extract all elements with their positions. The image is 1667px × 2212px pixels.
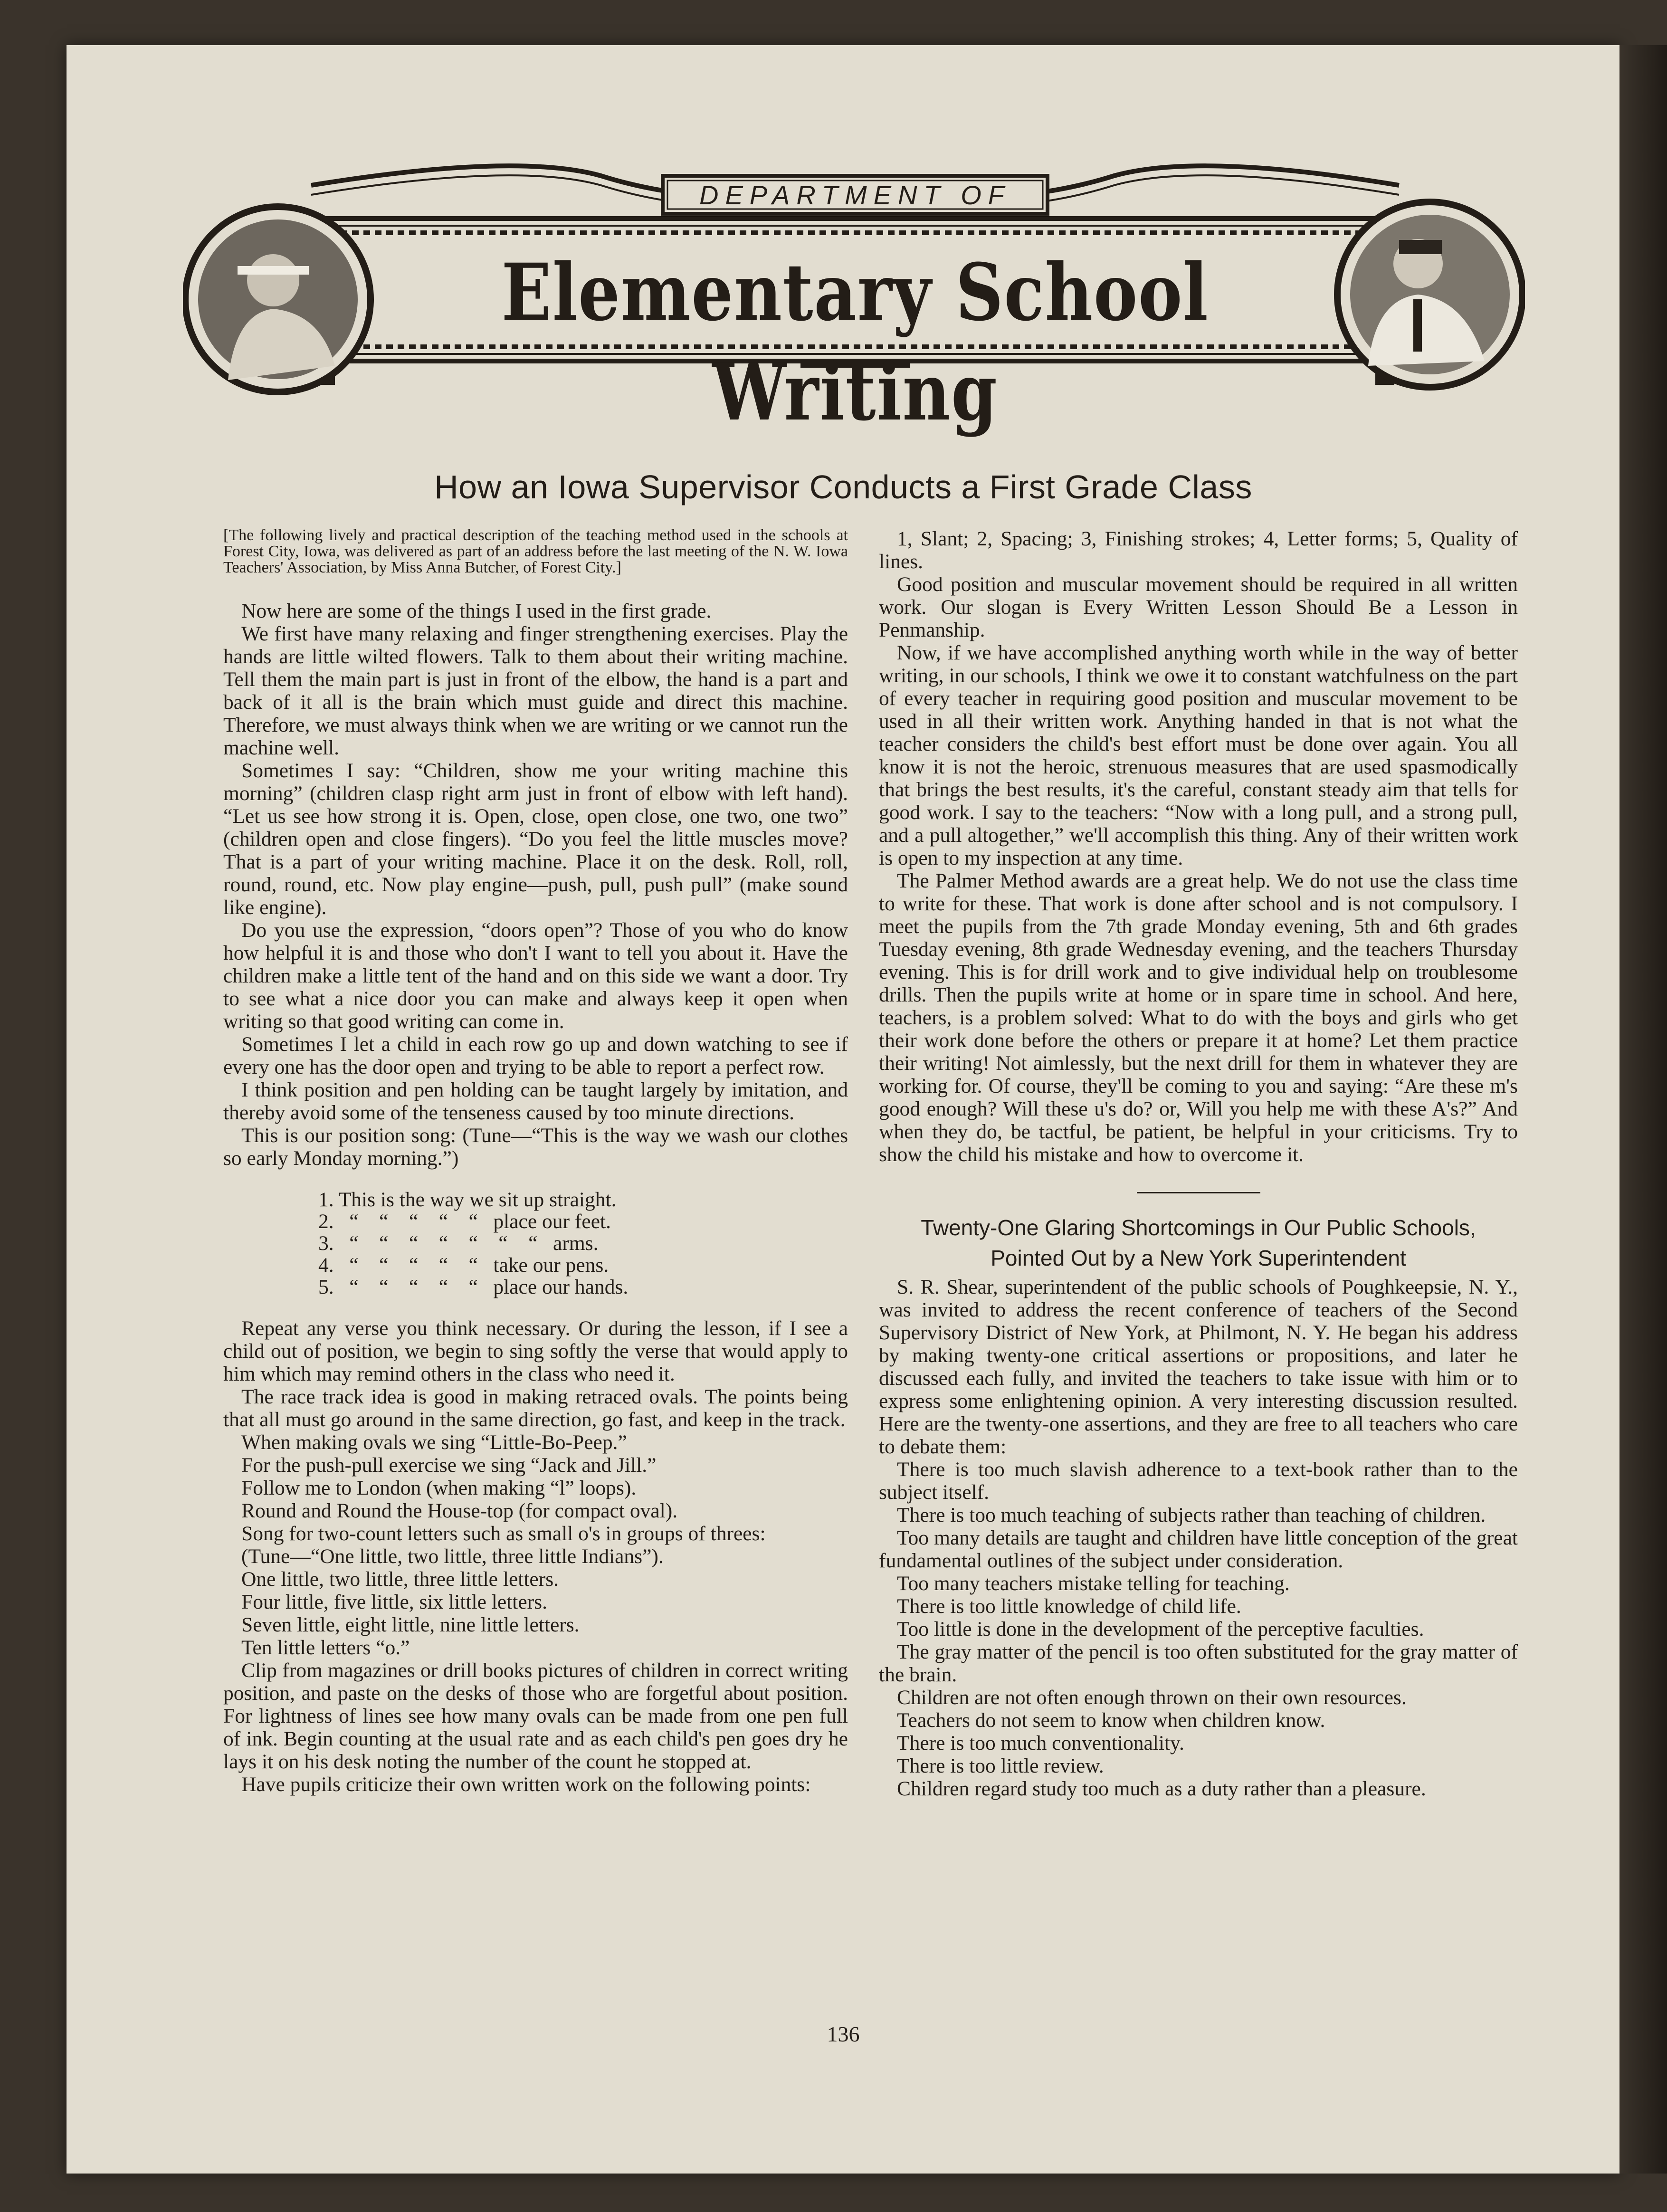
song-verse: 1. This is the way we sit up straight. [318, 1188, 617, 1211]
paragraph: Round and Round the House-top (for compact oval). [241, 1499, 678, 1522]
song-verse: 3. “ “ “ “ “ “ “ arms. [318, 1232, 599, 1255]
book-spine [1619, 45, 1667, 2174]
paragraph: (Tune—“One little, two little, three little Indians”). [241, 1545, 664, 1568]
article2-paragraphs [879, 1276, 1518, 1800]
right-paragraphs [879, 527, 1518, 1166]
paragraph: Seven little, eight little, nine little letters. [241, 1613, 580, 1636]
paragraph: When making ovals we sing “Little-Bo-Peep.” [241, 1431, 627, 1454]
page-number: 136 [827, 2022, 860, 2046]
paragraph: There is too little review. [897, 1754, 1104, 1777]
paragraph: I think position and pen holding can be taught largely by imitation, and thereby avoid some of the tenseness caused by too minute directions. [223, 1078, 848, 1124]
song-verse: 2. “ “ “ “ “ place our feet. [318, 1210, 611, 1233]
paragraph: Teachers do not seem to know when children know. [897, 1709, 1325, 1732]
intro-note: [The following lively and practical description of the teaching method used in the schools at Forest City, Iowa, was delivered as part of an address before the last meeting of the N. W. Iowa Teachers' Association, by Miss Anna Butcher, of Forest City.] [223, 526, 848, 576]
paragraph: There is too much conventionality. [897, 1732, 1184, 1754]
song-verse: 4. “ “ “ “ “ take our pens. [318, 1254, 609, 1277]
article-title: How an Iowa Supervisor Conducts a First Grade Class [434, 468, 1252, 505]
paragraph: Now here are some of the things I used in the first grade. [241, 600, 712, 622]
paragraph: Too many teachers mistake telling for teaching. [897, 1572, 1290, 1595]
paragraph: Do you use the expression, “doors open”? Those of you who do know how helpful it is and those who don't I want to tell you about it. Have the children make a little tent of the hand and on this side we want a door. Try to see what a nice door you can make and always keep it open when writing so that good writing can come in. [223, 919, 848, 1033]
paragraph: S. R. Shear, superintendent of the public schools of Poughkeepsie, N. Y., was invited to address the recent conference of teachers of the Second Supervisory District of New York, at Philmont, N. Y. He began his address by making twenty-one critical assertions or propositions, and later he discussed each fully, and invited the teachers to take issue with him or to express some enlightening opinion. A very interesting discussion resulted. Here are the twenty-one assertions, and they are free to all teachers who care to debate them: [879, 1276, 1518, 1458]
paragraph: Now, if we have accomplished anything worth while in the way of better writing, in our schools, I think we owe it to constant watchfulness on the part of every teacher in requiring good position and muscular movement to be used in all their written work. Anything handed in that is not what the teacher considers the child's best effort must be done over again. You all know it is not the heroic, strenuous measures that are used spasmodically that brings the best results, it's the careful, constant steady aim that tells for good work. I say to the teachers: “Now with a long pull, and a strong pull, and a pull altogether,” we'll accomplish this thing. Any of their written work is open to my inspection at any time. [879, 641, 1518, 869]
paragraph: Children regard study too much as a duty rather than a pleasure. [897, 1777, 1426, 1800]
paragraph: Too many details are taught and children have little conception of the great fundamental outlines of the subject under consideration. [879, 1526, 1518, 1572]
paragraph: Ten little letters “o.” [241, 1636, 410, 1659]
position-song [318, 1189, 848, 1298]
paragraph: The Palmer Method awards are a great help. We do not use the class time to write for these. That work is done after school and is not compulsory. I meet the pupils from the 7th grade Monday evening, 5th and 6th grades Tuesday evening, 8th grade Wednesday evening, and the teachers Thursday evening. This is for drill work and to give individual help on troublesome drills. Then the pupils write at home or in spare time in school. And here, teachers, is a problem solved: What to do with the boys and girls who get their work done before the others or prepare it at home? Let them practice their writing! Not aimlessly, but the next drill for them in whatever they are working for. Of course, they'll be coming to you and saying: “Are these m's good enough? Will these u's do? or, Will you help me with these A's?” And when they do, be tactful, be patient, be helpful in your criticisms. Try to show the child his mistake and how to overcome it. [879, 869, 1518, 1166]
paragraph: The gray matter of the pencil is too often substituted for the gray matter of the brain. [879, 1640, 1518, 1686]
department-header [183, 157, 1525, 438]
paragraph: We first have many relaxing and finger strengthening exercises. Play the hands are little wilted flowers. Talk to them about their writing machine. Tell them the main part is just in front of the elbow, the hand is a part and back of it all is the brain which must guide and direct this machine. Therefore, we must always think when we are writing or we cannot run the machine well. [223, 622, 848, 759]
paragraph: There is too much slavish adherence to a text-book rather than to the subject itself. [879, 1458, 1518, 1504]
paragraph: Sometimes I let a child in each row go up and down watching to see if every one has the door open and trying to be able to report a perfect row. [223, 1033, 848, 1078]
paragraph: One little, two little, three little letters. [241, 1568, 559, 1591]
left-column [223, 527, 848, 1796]
department-label: DEPARTMENT OF [699, 180, 1011, 210]
banner-title: Elementary School Writing [501, 246, 1209, 438]
paragraph: There is too much teaching of subjects rather than teaching of children. [897, 1504, 1486, 1526]
paragraph: Have pupils criticize their own written work on the following points: [241, 1773, 811, 1796]
paragraph: Song for two-count letters such as small o's in groups of threes: [241, 1522, 766, 1545]
paragraph: There is too little knowledge of child life. [897, 1595, 1241, 1618]
left-paragraphs [223, 600, 848, 1170]
paragraph: Follow me to London (when making “l” loops). [241, 1477, 637, 1499]
paragraph: This is our position song: (Tune—“This is the way we wash our clothes so early Monday morning.”) [223, 1124, 848, 1170]
paragraph: Four little, five little, six little letters. [241, 1591, 547, 1613]
paragraph: Repeat any verse you think necessary. Or during the lesson, if I see a child out of position, we begin to sing softly the verse that would apply to him which may remind others in the class who need it. [223, 1317, 848, 1385]
paragraph: 1, Slant; 2, Spacing; 3, Finishing strokes; 4, Letter forms; 5, Quality of lines. [879, 527, 1518, 573]
section-divider [1137, 1192, 1260, 1193]
paragraph: Good position and muscular movement should be required in all written work. Our slogan is Every Written Lesson Should Be a Lesson in Penmanship. [879, 573, 1518, 641]
left-after-song [223, 1317, 848, 1796]
paragraph: Clip from magazines or drill books pictures of children in correct writing position, and paste on the desks of those who are forgetful about position. For lightness of lines see how many ovals can be made from one pen full of ink. Begin counting at the usual rate and as each child's pen goes dry he lays it on his desk noting the number of the count he stopped at. [223, 1659, 848, 1773]
paragraph: The race track idea is good in making retraced ovals. The points being that all must go around in the same direction, go fast, and keep in the track. [223, 1385, 848, 1431]
article2-title-line1: Twenty-One Glaring Shortcomings in Our Public Schools, [921, 1215, 1476, 1240]
paragraph: Too little is done in the development of the perceptive faculties. [897, 1618, 1424, 1640]
paragraph: Children are not often enough thrown on their own resources. [897, 1686, 1407, 1709]
article2-title-line2: Pointed Out by a New York Superintendent [991, 1246, 1406, 1270]
paragraph: Sometimes I say: “Children, show me your writing machine this morning” (children clasp right arm just in front of elbow with left hand). “Let us see how strong it is. Open, close, open close, one two, one two” (children open and close fingers). “Do you feel the little muscles move? That is a part of your writing machine. Place it on the desk. Roll, roll, round, round, etc. Now play engine—push, pull, push pull” (make sound like engine). [223, 759, 848, 919]
paragraph: For the push-pull exercise we sing “Jack and Jill.” [241, 1454, 657, 1477]
song-verse: 5. “ “ “ “ “ place our hands. [318, 1276, 629, 1298]
right-column [879, 527, 1518, 1800]
